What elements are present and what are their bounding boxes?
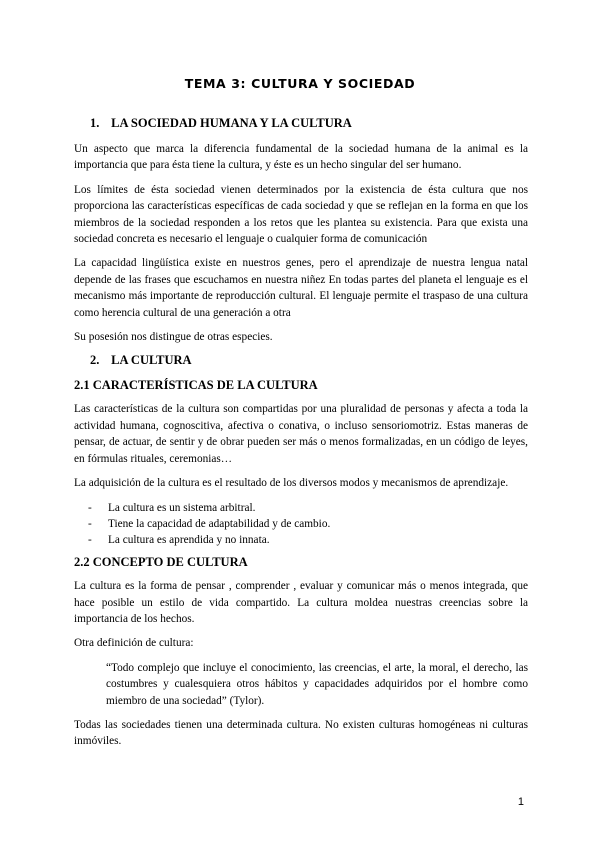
section-1-number: 1. — [90, 116, 100, 130]
page-number: 1 — [517, 796, 524, 808]
list-item-text: La cultura es aprendida y no innata. — [108, 533, 270, 546]
paragraph: La adquisición de la cultura es el resultado de los diversos modos y mecanismos de aprendizaje. — [74, 477, 509, 490]
quote-text: “Todo complejo que incluye el conocimiento, las creencias, el arte, la moral, el derecho, las costumbres y cualesquiera otros hábitos y capacidades adquiridos por el hombre como miembro de una sociedad” (Tylor). — [106, 661, 528, 707]
characteristics-list — [74, 500, 528, 549]
list-item-text: La cultura es un sistema arbitral. — [108, 501, 256, 514]
section-1-heading — [90, 116, 528, 131]
document-body — [74, 116, 528, 758]
list-item — [88, 500, 528, 516]
list-item — [88, 516, 528, 532]
list-item — [88, 532, 528, 548]
list-item-text: Tiene la capacidad de adaptabilidad y de cambio. — [108, 517, 331, 530]
paragraph: La cultura es la forma de pensar , comprender , evaluar y comunicar más o menos integrada, que hace posible un estilo de vida compartido. La cultura moldea nuestras creencias sobre la importancia de los hechos. — [74, 580, 528, 625]
section-2-2-heading: 2.2 CONCEPTO DE CULTURA — [74, 555, 248, 570]
section-2-heading — [90, 353, 528, 368]
paragraph: Las características de la cultura son compartidas por una pluralidad de personas y afecta a toda la actividad humana, cognoscitiva, afectiva o conativa, o incluso sensoriomotriz. Estas maneras de pensar, de actuar, de sentir y de obrar pueden ser más o menos formalizadas, en un código de leyes, en fórmulas rituales, ceremonias… — [74, 403, 528, 465]
list-dash: - — [88, 501, 92, 514]
tylor-quote — [106, 660, 528, 709]
section-1-title: LA SOCIEDAD HUMANA Y LA CULTURA — [111, 116, 352, 130]
paragraph: Los límites de ésta sociedad vienen determinados por la existencia de ésta cultura que nos proporciona las características específicas de cada sociedad y que se reflejan en la forma en que los miembros de la sociedad responden a los retos que les plantea su existencia. Para que exista una sociedad concreta es necesario el lenguaje o cualquier forma de comunicación — [74, 183, 528, 246]
paragraph: La capacidad lingüística existe en nuestros genes, pero el aprendizaje de nuestra lengua natal depende de las frases que escuchamos en nuestra niñez En todas partes del planeta el lenguaje es el mecanismo más importante de reproducción cultural. El lenguaje permite el traspaso de una cultura como herencia cultural de una generación a otra — [74, 257, 528, 319]
paragraph: Un aspecto que marca la diferencia fundamental de la sociedad humana de la animal es la importancia que para ésta tiene la cultura, y éste es un hecho singular del ser humano. — [74, 143, 528, 172]
list-dash: - — [88, 517, 92, 530]
paragraph: Todas las sociedades tienen una determinada cultura. No existen culturas homogéneas ni culturas inmóviles. — [74, 718, 528, 748]
paragraph: Su posesión nos distingue de otras especies. — [74, 331, 273, 344]
section-2-1-heading: 2.1 CARACTERÍSTICAS DE LA CULTURA — [74, 378, 318, 393]
section-2-title: LA CULTURA — [111, 353, 192, 368]
document-title: TEMA 3: CULTURA Y SOCIEDAD — [184, 76, 416, 91]
paragraph: Otra definición de cultura: — [74, 637, 194, 650]
list-dash: - — [88, 533, 92, 546]
section-2-number: 2. — [90, 353, 100, 368]
